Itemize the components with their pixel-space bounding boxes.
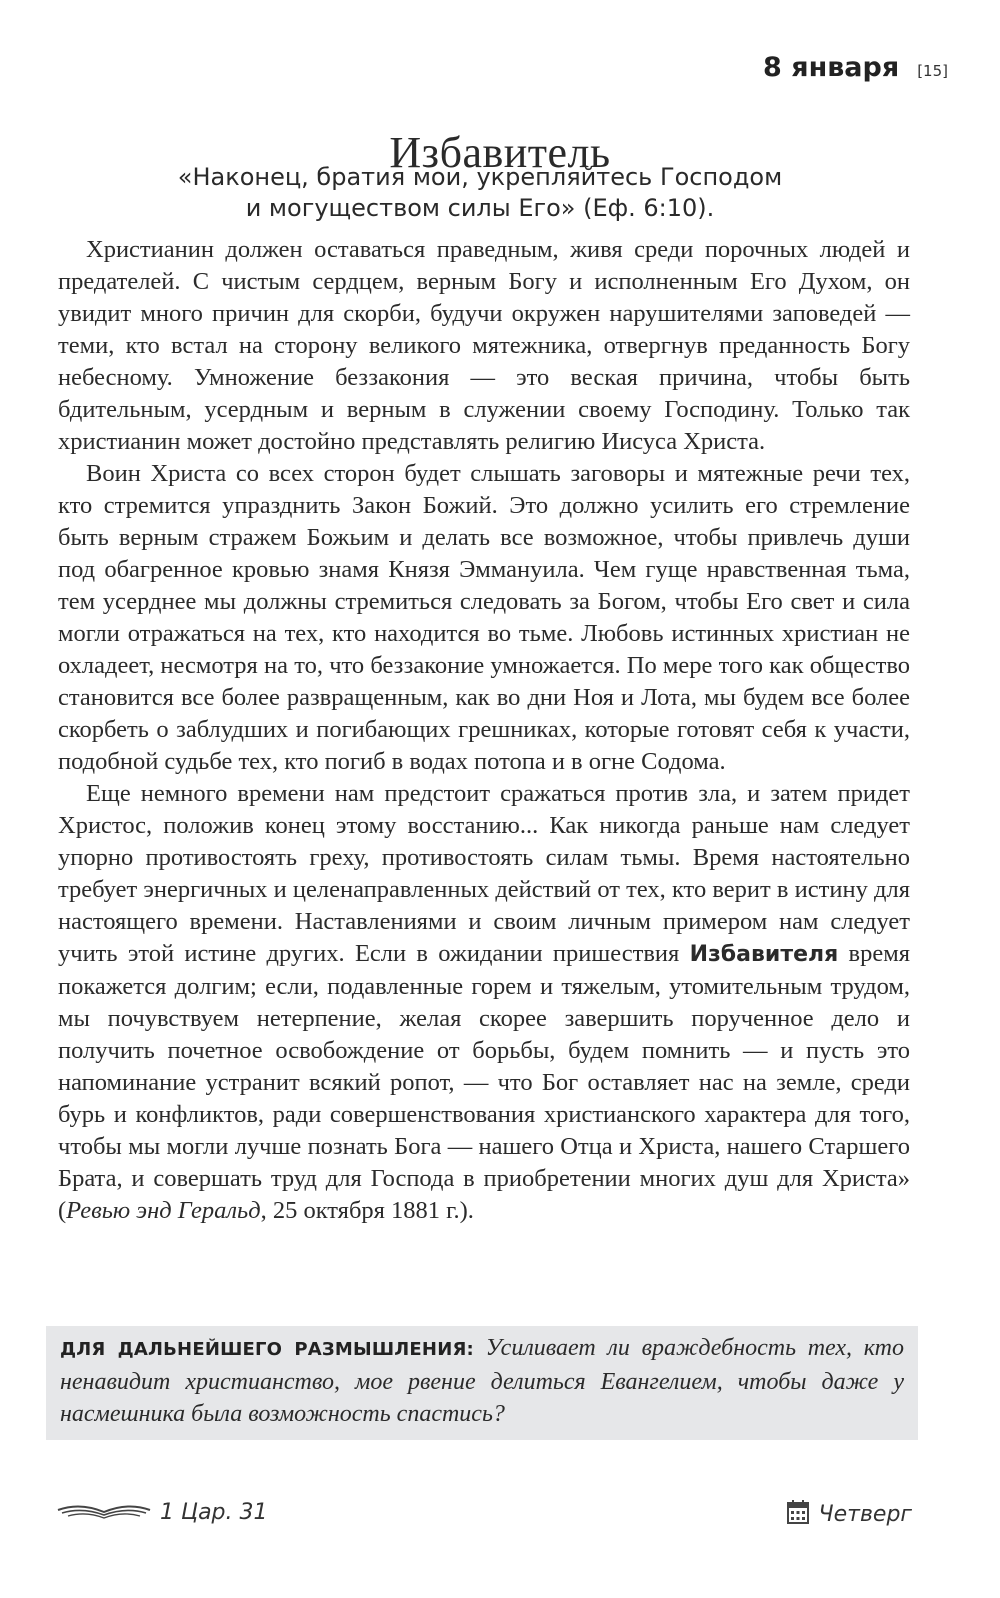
paragraph-3-part-1: Еще немного времени нам предстоит сражаться против зла, и затем придет Христос, положив конец этому восстанию... Как никогда раньше нам следует упорно противостоять греху, противостоять силам тьмы. Время настоятельно требует энергичных и целенаправленных действий от тех, кто верит в истину для настоящего времени. Наставлениями и своим личным примером нам следует учить этой истине других. Если в ожидании пришествия xyxy=(58,780,910,967)
paragraph-3-part-2: время покажется долгим; если, подавленные горем и тяжелым, утомительным трудом, мы почувствуем нетерпение, желая скорее завершить порученное дело и получить почетное освобождение от борьбы, будем помнить — и пусть это напоминание устранит всякий ропот, — что Бог оставляет нас на земле, среди бурь и конфликтов, ради совершенствования христианского характера для того, чтобы мы могли лучше познать Бога — нашего Отца и Христа, нашего Старшего Брата, и совершать труд для Господа в приобретении многих душ для Христа» xyxy=(58,940,911,1192)
page-number: [15] xyxy=(917,62,948,80)
epigraph-line-1: «Наконец, братия мои, укрепляйтесь Господом xyxy=(177,163,783,191)
citation-open-paren: ( xyxy=(58,1197,67,1224)
page-title: Избавитель xyxy=(389,128,611,178)
footer-reading xyxy=(56,1500,268,1525)
reflection-question: Усиливает ли враждебность тех, кто ненавидит христианство, мое рвение делиться Евангелием, чтобы даже у насмешника была возможность спастись? xyxy=(60,1335,904,1427)
epigraph-line-2: и могуществом силы Его» (Еф. 6:10). xyxy=(245,194,715,222)
citation-date: , 25 октября 1881 г.). xyxy=(260,1197,474,1224)
paragraph-2: Воин Христа со всех сторон будет слышать заговоры и мятежные речи тех, кто стремится упразднить Закон Божий. Это должно усилить его стремление быть верным стражем Божьим и делать все возможное, чтобы привлечь души под обагренное кровью знамя Князя Эммануила. Чем гуще нравственная тьма, тем усерднее мы должны стремиться следовать за Богом, чтобы Его свет и сила могли отражаться на тех, кто находится во тьме. Любовь истинных христиан не охладеет, несмотря на то, что беззаконие умножается. По мере того как общество становится все более развращенным, как во дни Ноя и Лота, мы будем все более скорбеть о заблудших и погибающих грешниках, которые готовят себя к участи, подобной судьбе тех, кто погиб в водах потопа и в огне Содома. xyxy=(58,460,910,775)
paragraph-3 xyxy=(58,778,910,1227)
body-text xyxy=(58,234,910,1227)
reflection-box xyxy=(46,1326,918,1440)
reflection-label: ДЛЯ ДАЛЬНЕЙШЕГО РАЗМЫШЛЕНИЯ: xyxy=(60,1339,474,1360)
epigraph xyxy=(0,162,960,224)
page-header xyxy=(763,52,948,83)
calendar-icon xyxy=(787,1500,809,1529)
bible-reading: 1 Цар. 31 xyxy=(160,1500,268,1525)
citation-source: Ревью энд Геральд xyxy=(66,1197,261,1224)
date-heading: 8 января xyxy=(763,52,900,83)
paragraph-1: Христианин должен оставаться праведным, живя среди порочных людей и предателей. С чистым сердцем, верным Богу и исполненным Его Духом, он увидит много причин для скорби, будучи окружен нарушителями заповедей — теми, кто встал на сторону великого мятежника, отвергнув преданность Богу небесному. Умножение беззакония — это веская причина, чтобы быть бдительным, усердным и верным в служении своему Господину. Только так христианин может достойно представлять религию Иисуса Христа. xyxy=(58,236,910,455)
weekday-label: Четверг xyxy=(818,1502,912,1527)
keyword-deliverer: Избавителя xyxy=(689,942,839,967)
footer-weekday xyxy=(787,1500,912,1529)
open-book-icon xyxy=(56,1500,152,1525)
